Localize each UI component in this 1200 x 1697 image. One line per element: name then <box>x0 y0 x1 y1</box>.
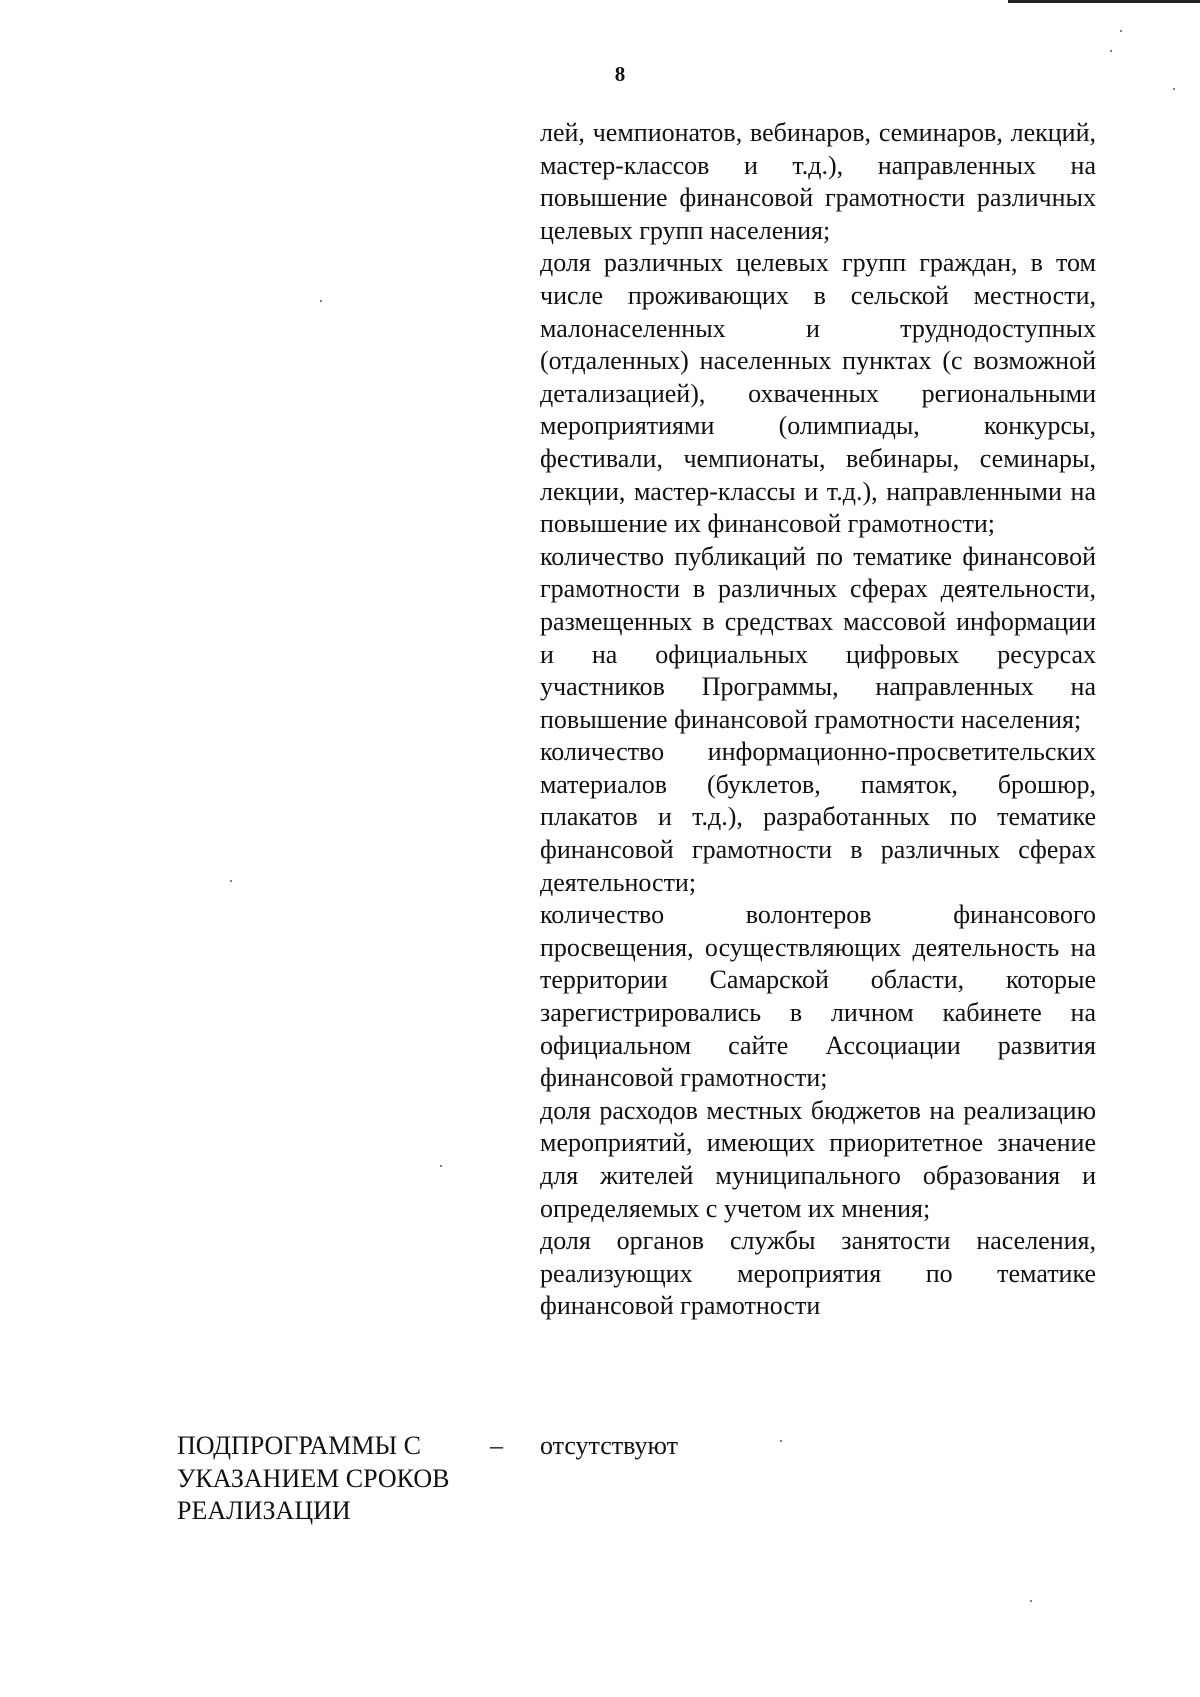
scan-speck <box>1030 1600 1032 1602</box>
scan-speck <box>780 1440 782 1442</box>
scan-speck <box>1110 50 1112 52</box>
paragraph: количество информационно-просветительских материалов (буклетов, памяток, брошюр, плакатов и т.д.), разработанных по тематике финансовой грамотности в различных сферах деятельности; <box>540 737 1096 897</box>
page-number: 8 <box>614 62 626 86</box>
subprograms-label: ПОДПРОГРАММЫ С УКАЗАНИЕМ СРОКОВ РЕАЛИЗАЦИИ <box>177 1431 450 1526</box>
scan-speck <box>230 880 232 882</box>
scan-speck <box>320 300 322 302</box>
paragraph: лей, чемпионатов, вебинаров, семинаров, лекций, мастер-классов и т.д.), направленных на повышение финансовой грамотности различных целевых групп населения; <box>540 118 1096 245</box>
indicators-text-block <box>540 117 1096 1323</box>
paragraph: доля расходов местных бюджетов на реализацию мероприятий, имеющих приоритетное значение для жителей муниципального образования и определяемых с учетом их мнения; <box>540 1095 1096 1223</box>
subprograms-value: отсутствуют <box>540 1431 678 1460</box>
scan-speck <box>440 1165 442 1167</box>
paragraph: количество публикаций по тематике финансовой грамотности в различных сферах деятельности, размещенных в средствах массовой информации и на официальных цифровых ресурсах участников Программы, направленных на повышение финансовой грамотности населения; <box>540 541 1096 734</box>
paragraph: доля органов службы занятости населения, реализующих мероприятия по тематике финансовой грамотности <box>540 1226 1096 1321</box>
scan-speck <box>1173 88 1175 90</box>
subprograms-row <box>0 1430 1200 1570</box>
paragraph: количество волонтеров финансового просвещения, осуществляющих деятельность на территории Самарской области, которые зарегистрировались в личном кабинете на официальном сайте Ассоциации развития финансовой грамотности; <box>540 900 1096 1093</box>
paragraph: доля различных целевых групп граждан, в том числе проживающих в сельской местности, малонаселенных и труднодоступных (отдаленных) населенных пунктах (с возможной детализацией), охваченных региональными мероприятиями (олимпиады, конкурсы, фестивали, чемпионаты, вебинары, семинары, лекции, мастер-классы и т.д.), направленными на повышение их финансовой грамотности; <box>540 248 1096 539</box>
scan-speck <box>1120 30 1122 32</box>
subprograms-dash: – <box>490 1431 503 1460</box>
top-edge-rule <box>1008 0 1200 3</box>
